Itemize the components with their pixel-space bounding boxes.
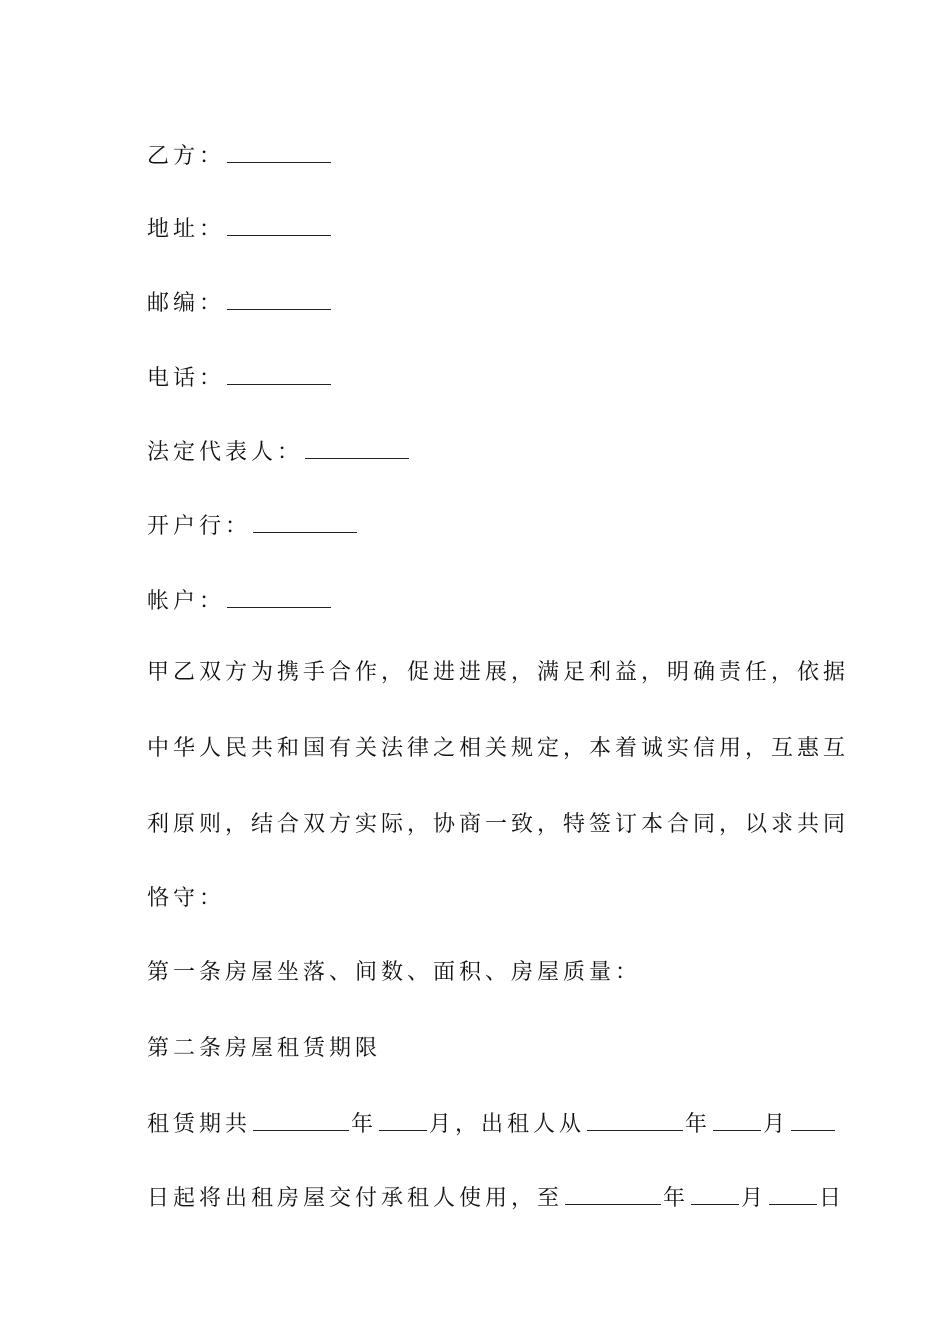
legal-rep-label: 法定代表人： xyxy=(147,440,304,465)
start-month-blank xyxy=(713,1108,761,1131)
account-label: 帐户： xyxy=(147,589,226,614)
term-text: 年 xyxy=(685,1112,712,1137)
address-line xyxy=(147,213,333,245)
term-line-1 xyxy=(147,1108,837,1140)
preamble-line-2: 中华人民共和国有关法律之相关规定，本着诚实信用，互惠互 xyxy=(147,736,850,761)
postcode-line xyxy=(147,287,333,319)
party-b-blank xyxy=(227,140,331,163)
term-text: 年 xyxy=(663,1186,690,1211)
term-text: 日 xyxy=(819,1186,846,1211)
account-blank xyxy=(227,585,331,608)
term-text: 月，出租人从 xyxy=(429,1112,586,1137)
term-text: 租赁期共 xyxy=(147,1112,252,1137)
bank-line xyxy=(147,510,359,542)
phone-line xyxy=(147,362,333,394)
start-year-blank xyxy=(587,1108,683,1131)
end-year-blank xyxy=(565,1182,661,1205)
term-text: 日起将出租房屋交付承租人使用，至 xyxy=(147,1186,564,1211)
term-text: 月 xyxy=(741,1186,768,1211)
account-line xyxy=(147,585,333,617)
start-day-blank xyxy=(791,1108,835,1131)
term-months-blank xyxy=(379,1108,427,1131)
end-day-blank xyxy=(769,1182,817,1205)
term-years-blank xyxy=(253,1108,349,1131)
term-text: 月 xyxy=(763,1112,790,1137)
legal-rep-blank xyxy=(305,436,409,459)
preamble-line-3: 利原则，结合双方实际，协商一致，特签订本合同，以求共同 xyxy=(147,812,850,837)
term-text: 年 xyxy=(351,1112,378,1137)
phone-label: 电话： xyxy=(147,366,226,391)
postcode-blank xyxy=(227,287,331,310)
article-1-heading: 第一条房屋坐落、间数、面积、房屋质量： xyxy=(147,960,642,985)
end-month-blank xyxy=(691,1182,739,1205)
bank-blank xyxy=(253,510,357,533)
address-blank xyxy=(227,213,331,236)
bank-label: 开户行： xyxy=(147,514,252,539)
article-2-heading: 第二条房屋租赁期限 xyxy=(147,1036,382,1061)
party-b-line xyxy=(147,140,333,172)
preamble-line-1: 甲乙双方为携手合作，促进进展，满足利益，明确责任，依据 xyxy=(147,660,850,685)
party-b-label: 乙方： xyxy=(147,144,226,169)
postcode-label: 邮编： xyxy=(147,291,226,316)
address-label: 地址： xyxy=(147,217,226,242)
preamble-line-4: 恪守： xyxy=(147,886,226,911)
legal-rep-line xyxy=(147,436,411,468)
term-line-2 xyxy=(147,1182,845,1214)
phone-blank xyxy=(227,362,331,385)
